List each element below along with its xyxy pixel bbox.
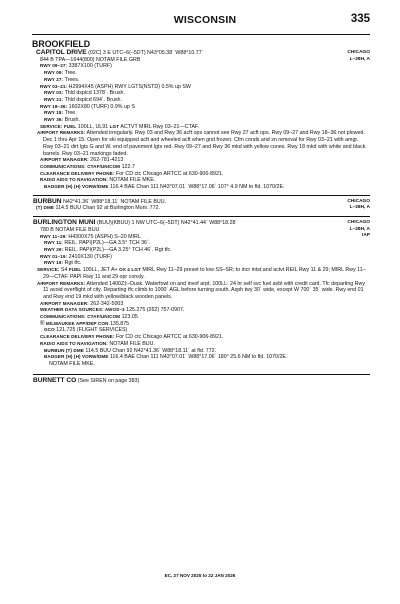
- manager-line: [33, 301, 370, 308]
- runway-text: 2410X130 (TURF): [68, 253, 112, 260]
- airport-ident: (BUU)(KBUU): [97, 220, 130, 227]
- page-header: [40, 14, 370, 32]
- dme-line: [33, 205, 370, 212]
- runway-text: Tree.: [64, 70, 77, 77]
- radio-label: RADIO AIDS TO NAVIGATION:: [40, 340, 108, 346]
- airport-remarks: [33, 281, 370, 301]
- runway-line: [33, 84, 370, 91]
- runway-label: RWY 18–36:: [40, 103, 68, 109]
- runway-label: RWY 36:: [44, 117, 64, 123]
- section-divider: [33, 195, 370, 196]
- runway-line: [33, 234, 370, 241]
- runway-label: RWY 11:: [44, 240, 63, 246]
- gco-label: GCO: [44, 327, 55, 333]
- runway-text: Trees.: [64, 76, 80, 83]
- runway-text: REIL. PAPI(P2L)—GA 3.5° TCH 36´.: [64, 240, 151, 247]
- airport-remarks: [33, 130, 370, 157]
- remarks-label: AIRPORT REMARKS:: [37, 130, 86, 136]
- radar-symbol-icon: ®: [40, 320, 45, 327]
- airport-location: 1 NW UTC–6(–5DT) N42°41.44´ W88°18.28´: [131, 220, 238, 227]
- runway-end-line: [33, 97, 370, 104]
- clearance-line: [33, 334, 370, 341]
- airport-ident: (02C): [88, 50, 102, 56]
- weather-text: 125.275 (262) 757-0907.: [126, 307, 185, 314]
- communications-line: [33, 314, 370, 321]
- weather-label: WEATHER DATA SOURCES: AWOS–3: [40, 307, 125, 313]
- weather-line: [33, 307, 370, 314]
- runway-label: RWY 18:: [44, 110, 64, 116]
- clearance-label: CLEARANCE DELIVERY PHONE:: [40, 170, 115, 176]
- chart-ref: L–28H, A: [349, 56, 370, 62]
- cross-reference: (See SIREN on page 383): [77, 377, 140, 384]
- fuel-text: 100LL, UL91: [77, 123, 109, 130]
- runway-text: H2994X45 (ASPH) RWY LGTS(NSTD) 0.5% up SW: [68, 83, 191, 90]
- effective-dates-footer: EC, 27 NOV 2025 to 22 JAN 2026: [164, 573, 236, 578]
- service-label: SERVICE:: [37, 267, 60, 273]
- navaid-text: 116.4 BAE Chan 111 N43°07.01´ W88°17.06´ 107° 4.9 NM to fld. 1070/2E.: [109, 184, 285, 191]
- runway-label: RWY 19:: [44, 260, 64, 266]
- runway-text: Thld dsplcd 1378´. Brush.: [64, 90, 125, 97]
- runway-label: RWY 09–27:: [40, 63, 68, 69]
- radio-label: RADIO AIDS TO NAVIGATION:: [40, 177, 108, 183]
- manager-line: [33, 157, 370, 164]
- runway-text: Thld dsplcd 694´. Brush.: [64, 96, 122, 103]
- clearance-text: For CD ctc Chicago ARTCC at 630-906-8921.: [115, 170, 224, 177]
- iap-ref: IAP: [362, 233, 370, 239]
- city-heading: BROOKFIELD: [32, 39, 91, 49]
- runway-line: [33, 104, 370, 111]
- elevation-line: 780 B NOTAM FILE BUU: [40, 226, 100, 233]
- runway-end-line: [33, 117, 370, 124]
- remarks-text: Attended irregularly. Rwy 03 and Rwy 36 acft ops cannot see Rwy 27 acft ops. Rwy 09–27 and Rwy 18–36 not plowed. Dec 1 thru Apr 15. Open for ski equipped acft and wheeled acft when gnd frozen. Cfm conds and sn removal for Rwy 03–21 with amgr. Rwy 03–21 dirt lgts G and W, end of pavement lgts red. Rwy 09–27 and Rwy 36 mkd with yellow cones. Rwy 18 mkd with white and black barrels. Rwy 03–21 markings faded.: [43, 130, 366, 157]
- burnett-entry: [33, 378, 370, 385]
- runway-end-line: [33, 70, 370, 77]
- navaid-label: BURBUN (T) DME: [44, 347, 84, 353]
- region: CHICAGO: [347, 50, 370, 55]
- approach-label: MILWAUKEE APP/DEP CON: [45, 320, 109, 326]
- runway-end-line: [33, 240, 370, 247]
- manager-phone: 262-342-5003: [90, 300, 124, 307]
- lighting-label: LGT: [131, 267, 141, 273]
- approach-freq: 135.875: [109, 320, 130, 327]
- radio-aids-line: [33, 341, 370, 348]
- service-label: SERVICE:: [40, 123, 63, 129]
- runway-label: RWY 03:: [44, 90, 64, 96]
- chart-ref: L–28H, A: [349, 205, 370, 211]
- region: CHICAGO: [347, 198, 370, 204]
- manager-label: AIRPORT MANAGER:: [40, 300, 89, 306]
- chart-ref: L–28H, A: [349, 226, 370, 232]
- runway-label: RWY 01–19:: [40, 253, 68, 259]
- runway-text: Tree.: [64, 110, 77, 117]
- state-title: WISCONSIN: [173, 14, 237, 26]
- comm-label: COMMUNICATIONS: CTAF/UNICOM: [40, 314, 121, 320]
- gco-text: 121.725 (FLIGHT SERVICES): [56, 327, 128, 334]
- header-rule: [32, 34, 370, 35]
- approach-line: [33, 321, 370, 328]
- lighting-label: LGT: [109, 123, 120, 129]
- manager-phone: 262-781-4213: [90, 157, 124, 164]
- navaid-text: 116.4 BAE Chan 111 N43°07.01´ W88°17.06´ 180° 25.6 NM to fld. 1070/2E.: [109, 354, 288, 361]
- dme-label: (T) DME: [36, 205, 55, 211]
- service-s4: S4: [60, 267, 68, 274]
- navaid-name: BURBUN: [33, 197, 62, 205]
- gco-line: [33, 327, 370, 334]
- service-line: [33, 124, 370, 131]
- runway-end-line: [33, 77, 370, 84]
- navaid-label: BADGER (H) (H) VORW/DME: [44, 354, 109, 360]
- runway-end-line: [33, 90, 370, 97]
- section-divider: [33, 216, 370, 217]
- navaid-text: 114.5 BUU Chan 92 N42°41.36´ W88°18.11´ at fld. 772.: [85, 347, 217, 354]
- radio-text: NOTAM FILE BUU.: [109, 340, 155, 347]
- fuel-label: FUEL: [63, 123, 77, 129]
- comm-freq: 123.05: [121, 314, 138, 321]
- navaid-label: BADGER (H) (H) VORW/DME: [44, 184, 109, 190]
- runway-text: REIL. PAPI(P2L)—GA 3.25° TCH 46´. Rgt tfc.: [64, 246, 172, 253]
- navaid-line: [33, 348, 370, 355]
- navaid-line: [33, 354, 370, 361]
- runway-label: RWY 09:: [44, 70, 64, 76]
- manager-label: AIRPORT MANAGER:: [40, 157, 89, 163]
- elevation-line: 844 B TPA—1644(800) NOTAM FILE GRB: [40, 56, 141, 63]
- runway-label: RWY 11–29:: [40, 233, 67, 239]
- runway-label: RWY 21:: [44, 96, 64, 102]
- radio-text: NOTAM FILE MKE.: [109, 177, 156, 184]
- navaid-location: N42°41.36´ W88°18.11´ NOTAM FILE BUU.: [63, 198, 167, 205]
- runway-text: Brush.: [64, 117, 80, 124]
- clearance-text: For CD ctc Chicago ARTCC at 630-906-8921.: [115, 334, 224, 341]
- airport-name: BURNETT CO: [33, 376, 77, 384]
- remarks-label: AIRPORT REMARKS:: [37, 280, 86, 286]
- runway-line: [33, 254, 370, 261]
- comm-freq: 122.7: [121, 163, 135, 170]
- brookfield-section: [33, 39, 370, 384]
- runway-end-line: [33, 247, 370, 254]
- runway-label: RWY 03–21:: [40, 83, 68, 89]
- region: CHICAGO: [347, 220, 370, 226]
- navaid-notam-line: NOTAM FILE MKE.: [49, 360, 95, 367]
- fuel-text: 100LL, JET A+: [82, 267, 118, 274]
- oxygen-label: OX 4: [119, 267, 130, 273]
- runway-text: 1602X80 (TURF) 0.9% up S: [68, 103, 135, 110]
- airport-name: BURLINGTON MUNI: [33, 219, 96, 227]
- runway-label: RWY 27:: [44, 76, 64, 82]
- airport-location: 3 E UTC–6(–5DT) N43°05.38´ W88°10.77´: [102, 50, 204, 56]
- runway-text: H4300X75 (ASPH) S–20 MIRL: [68, 233, 141, 240]
- lighting-text: ACTVT MIRL Rwy 03–21—CTAF.: [120, 123, 200, 130]
- comm-label: COMMUNICATIONS: CTAF/UNICOM: [40, 163, 121, 169]
- lighting-text: MIRL Rwy 11–29 preset to low SS–SR; to incr intst and actvt REIL Rwy 11 & 29; MIRL Rwy 11–29—CTAF. PAPI Rwy 11 and 29 opr consly.: [43, 267, 366, 280]
- runway-end-line: [33, 260, 370, 267]
- airport-name: CAPITOL DRIVE: [36, 49, 87, 56]
- runway-label: RWY 29:: [44, 246, 64, 252]
- page-number: 335: [350, 13, 370, 25]
- runway-text: Rgt tfc.: [64, 260, 82, 267]
- runway-end-line: [33, 110, 370, 117]
- radio-aids-line: [33, 177, 370, 184]
- communications-line: [33, 164, 370, 171]
- clearance-line: [33, 171, 370, 178]
- service-line: [33, 267, 370, 280]
- runway-text: 3387X100 (TURF): [68, 63, 112, 70]
- navaid-line: [33, 184, 370, 191]
- remarks-text: Attended 1400Z‡–Dusk. Waterfowl on and invof arpt. 100LL: 24 hr self svc fuel avbl with credit card. Tfc departing Rwy 11 avoid overflight of city. Departing tfc climb to 1000´ AGL before turning south. Asph twy 30´ wide, except W 700´ 35´ wide. Rwy end 01 and Rwy end 19 mkd with yellow/black wooden panels.: [43, 280, 366, 300]
- fuel-label: FUEL: [68, 267, 82, 273]
- runway-line: [33, 63, 370, 70]
- dme-text: 114.5 BUU Chan 92 at Burlington Muni. 772.: [55, 205, 160, 212]
- section-divider: [33, 374, 370, 375]
- clearance-label: CLEARANCE DELIVERY PHONE:: [40, 334, 115, 340]
